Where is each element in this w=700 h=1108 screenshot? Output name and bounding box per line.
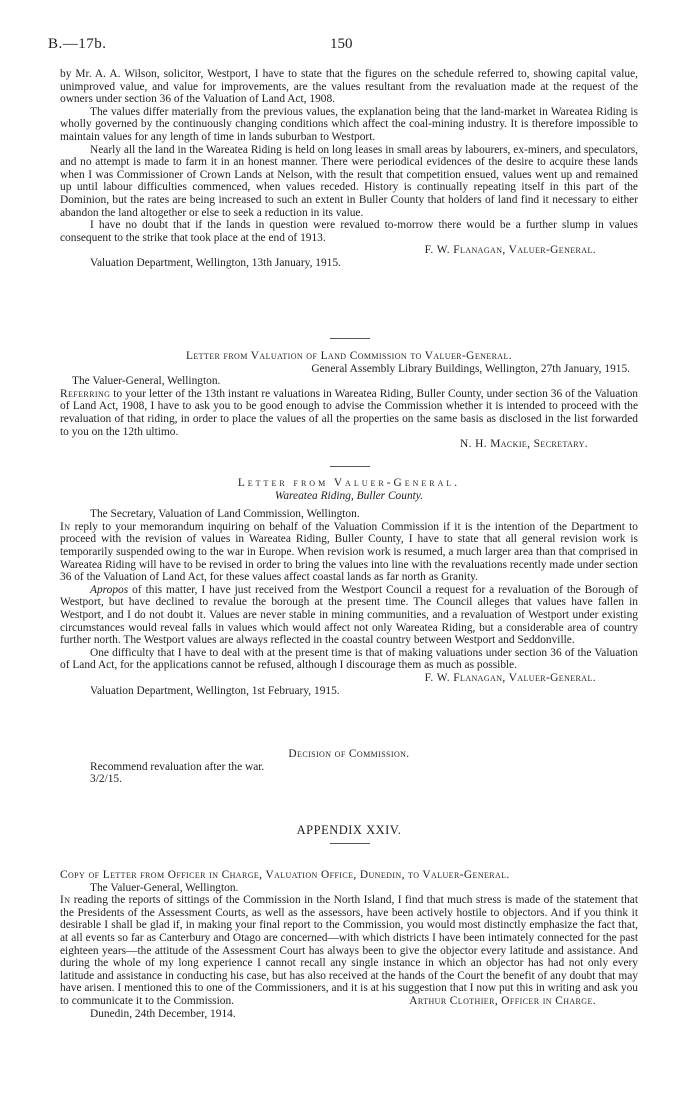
letter-address: General Assembly Library Buildings, Wellington, 27th January, 1915.: [311, 362, 630, 375]
section-appendix-letter: [60, 869, 638, 1020]
section-valuer-general-reply: [60, 477, 638, 697]
divider: [330, 843, 370, 844]
lead-word: Apropos: [90, 583, 129, 596]
lead-word: In: [60, 894, 71, 907]
decision-date: 3/2/15.: [90, 773, 122, 786]
paragraph: [60, 521, 638, 584]
dateline: Dunedin, 24th December, 1914.: [90, 1007, 236, 1020]
section-heading: Decision of Commission.: [288, 748, 410, 760]
report-reference: B.—17b.: [48, 36, 107, 52]
signature: N. H. Mackie, Secretary.: [459, 438, 588, 451]
body-text: reply to your memorandum inquiring on behalf of the Valuation Commission if it is the intention of the Department to proceed with the revision of values in Wareatea Riding, Buller County, I have to state that all general revision work is temporarily suspended owing to the war in Europe. When revision work is resumed, a much larger area than that comprised in Wareatea Riding will have to be revised in order to bring the values into line with the revaluations recently made under section 36 of the Valuation of Land Act, for these values affect coastal lands as far north as Granity.: [60, 520, 639, 584]
body-text: of this matter, I have just received from the Westport Council a request for a revaluation of the Borough of Westport, but have declined to revalue the borough at the present time. The Council alleges that values have fallen in Westport, and I do not doubt it. Values are never stable in mining communities, and a revaluation of Westport under existing circumstances would reveal falls in values which would affect not only Wareatea Riding, but a considerable area of country further north. The Westport values are always reflected in the coastal country between Westport and Seddonville.: [60, 583, 638, 647]
paragraph: [60, 388, 638, 438]
addressee: The Valuer-General, Wellington.: [72, 375, 221, 388]
section-decision: [60, 748, 638, 786]
signature: F. W. Flanagan, Valuer-General.: [424, 244, 596, 257]
divider: [330, 338, 370, 339]
section-appendix: [60, 824, 638, 837]
paragraph: [60, 584, 638, 647]
paragraph: by Mr. A. A. Wilson, solicitor, Westport, I have to state that the figures on the schedule referred to, showing capital value, unimproved value, and value for improvements, are the values resultant from the revaluation made at the request of the owners under section 36 of the Valuation of Land Act, 1908.: [60, 68, 638, 106]
paragraph: I have no doubt that if the lands in question were revalued to-morrow there would be a further slump in values consequent to the strike that took place at the end of 1913.: [60, 219, 638, 244]
decision-text: Recommend revaluation after the war.: [90, 760, 265, 773]
section-commission-letter: [60, 350, 638, 451]
section-subheading: Wareatea Riding, Buller County.: [274, 489, 424, 502]
addressee: The Valuer-General, Wellington.: [90, 881, 239, 894]
body-text: reading the reports of sittings of the Commission in the North Island, I find that much stress is made of the statement that the Presidents of the Assessment Courts, as well as the assessors, have been actively hostile to objectors. And if you think it desirable I shall be glad if, in making your final report to the Commission, you would most distinctly emphasize the fact that, at all events so far as Canterbury and Otago are concerned—with which districts I have been intimately connected for the past eighteen years—the attitude of the Assessment Court has always been to give the objector every latitude and assistance. And during the whole of my long experience I cannot recall any single instance in which an objector has had not only every latitude and assistance in conducting his case, but has also received at the hands of the Court the benefit of any doubt that may have arisen. I mentioned this to one of the Commissioners, and it is at his suggestion that I now put this in writing and ask you to communicate it to the Commission.: [60, 894, 638, 1007]
dateline: Valuation Department, Wellington, 1st February, 1915.: [90, 684, 340, 697]
paragraph: [60, 894, 638, 1007]
section-heading: Letter from Valuer-General.: [237, 477, 461, 489]
section-heading: Copy of Letter from Officer in Charge, Valuation Office, Dunedin, to Valuer-General.: [60, 869, 510, 881]
signature: F. W. Flanagan, Valuer-General.: [424, 671, 596, 684]
lead-word: In: [60, 520, 71, 533]
lead-word: Referring: [60, 387, 111, 400]
signature: Arthur Clothier, Officer in Charge.: [409, 994, 596, 1007]
paragraph: Nearly all the land in the Wareatea Riding is held on long leases in small areas by labourers, ex-miners, and speculators, and no attempt is made to farm it in an honest manner. There were periodical evidences of the desire to acquire these lands when I was Commissioner of Crown Lands at Nelson, with the result that competition ensued, values went up and remained up until labour difficulties commenced, when values receded. History is continually repeating itself in this part of the Dominion, but the rates are being increased to such an extent in Buller County that holders of land find it necessary to either abandon the land altogether or else to seek a reduction in its value.: [60, 143, 638, 219]
dateline: Valuation Department, Wellington, 13th January, 1915.: [90, 256, 341, 269]
paragraph: One difficulty that I have to deal with at the present time is that of making valuations under section 36 of the Valuation of Land Act, for the applications cannot be refused, although I discourage them as much as possible.: [60, 646, 638, 672]
section-valuer-general-letter: [60, 68, 638, 270]
paragraph: The values differ materially from the previous values, the explanation being that the land-market in Wareatea Riding is wholly governed by the continuously changing conditions which affect the coal-mining industry. It is therefore impossible to maintain values for any length of time in lands suburban to Westport.: [60, 105, 638, 143]
body-text: to your letter of the 13th instant re valuations in Wareatea Riding, Buller County, under section 36 of the Valuation of Land Act, 1908, I have to ask you to be good enough to advise the Commission whether it is intended to proceed with the revaluation of that riding, in order to place the values of all the properties on the same basis as disclosed in the list forwarded to you on the 12th ultimo.: [60, 387, 638, 438]
section-heading: Letter from Valuation of Land Commission to Valuer-General.: [185, 350, 513, 362]
addressee: The Secretary, Valuation of Land Commission, Wellington.: [90, 508, 360, 521]
page-number: 150: [330, 36, 353, 52]
appendix-title: APPENDIX XXIV.: [296, 823, 402, 837]
divider: [330, 466, 370, 467]
